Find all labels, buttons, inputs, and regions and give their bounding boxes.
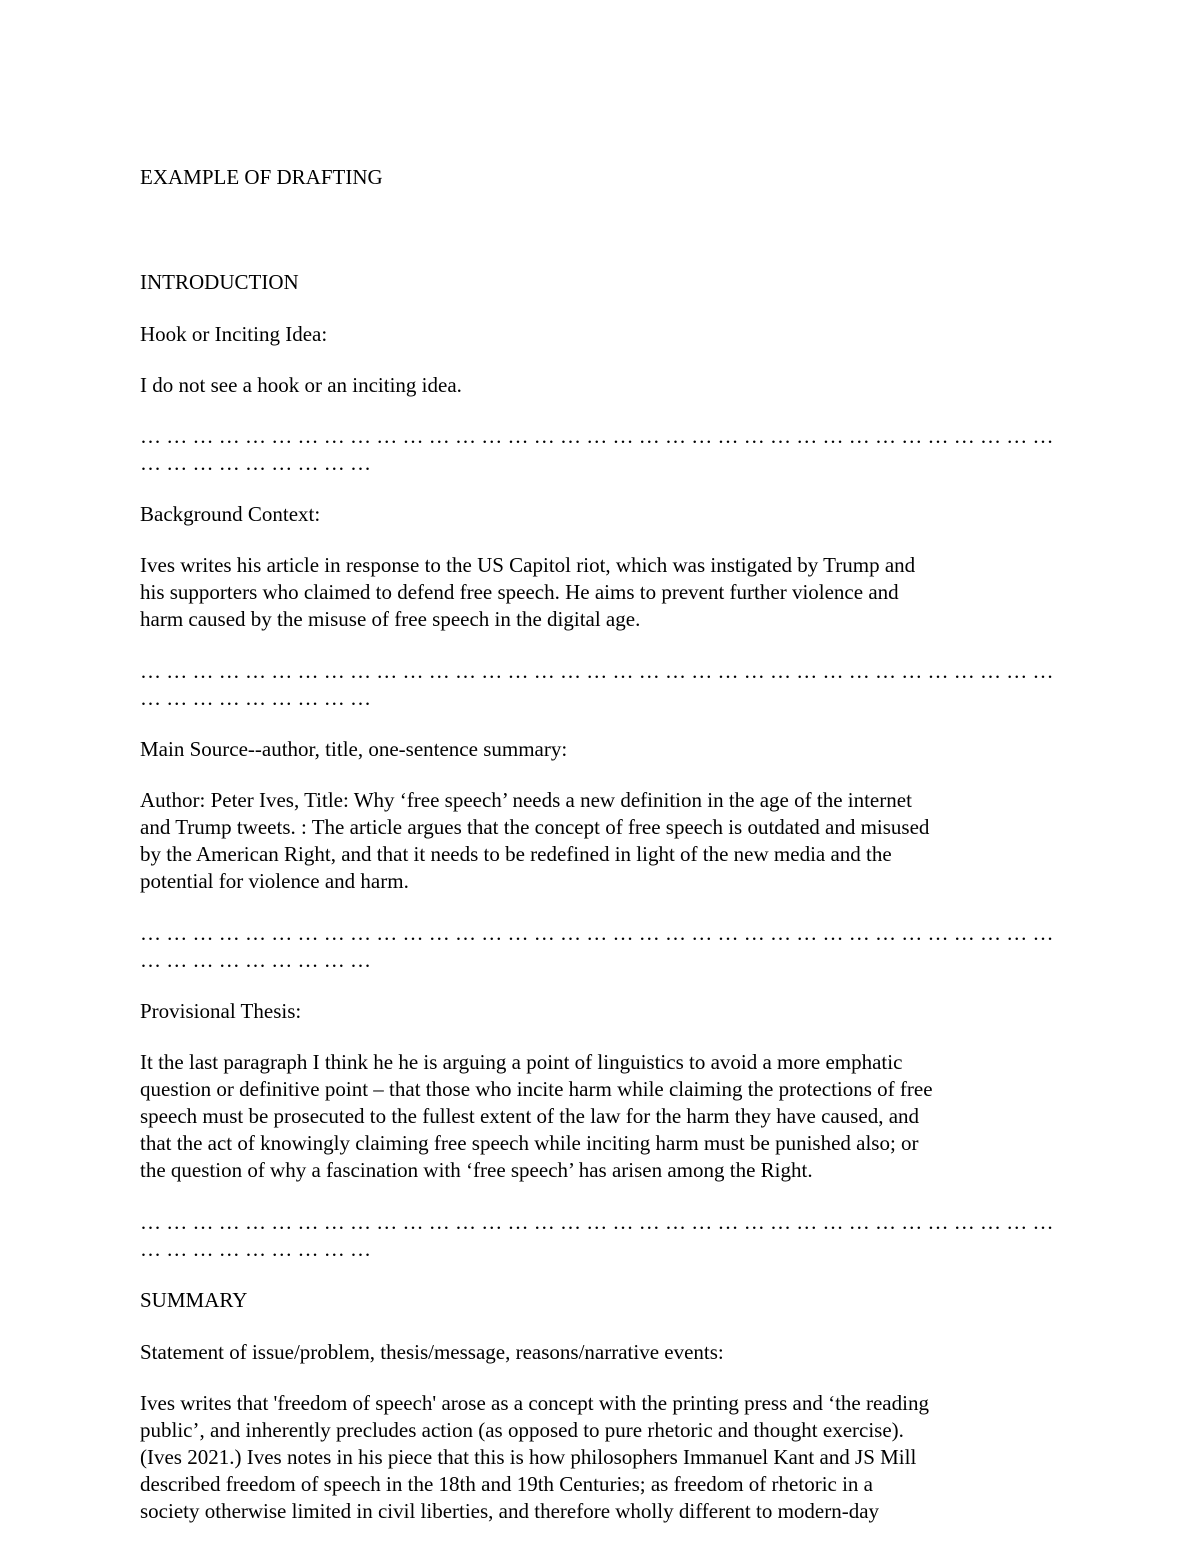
main-source-label: Main Source--author, title, one-sentence summary: — [140, 737, 568, 761]
background-label: Background Context: — [140, 502, 321, 526]
document-title: EXAMPLE OF DRAFTING — [140, 165, 383, 189]
provisional-thesis-label: Provisional Thesis: — [140, 999, 302, 1023]
hook-text: I do not see a hook or an inciting idea. — [140, 373, 462, 397]
section-heading-introduction: INTRODUCTION — [140, 270, 299, 294]
background-text: Ives writes his article in response to the US Capitol riot, which was instigated by Trump and his supporters who claimed to defend free speech. He aims to prevent further violence and harm caused by the misuse of free speech in the digital age. — [140, 553, 916, 631]
provisional-thesis-text: It the last paragraph I think he he is arguing a point of linguistics to avoid a more emphatic question or definitive point – that those who incite harm while claiming the protections of free speech must be prosecuted to the fullest extent of the law for the harm they have caused, and that the act of knowingly claiming free speech while inciting harm must be punished also; or the question of why a fascination with ‘free speech’ has arisen among the Right. — [140, 1050, 933, 1182]
document-body — [140, 164, 1070, 1550]
separator-dots: … … … … … … … … … … … … … … … … … … … … … … … … … … … … … … … … … … … … … … … … … … … … — [140, 921, 1054, 972]
summary-statement-text: Ives writes that 'freedom of speech' arose as a concept with the printing press and ‘the reading public’, and inherently precludes action (as opposed to pure rhetoric and thought exercise). (Ives 2021.) Ives notes in his piece that this is how philosophers Immanuel Kant and JS Mill described freedom of speech in the 18th and 19th Centuries; as freedom of rhetoric in a society otherwise limited in civil liberties, and therefore wholly different to modern-day — [140, 1391, 929, 1523]
summary-statement-label: Statement of issue/problem, thesis/message, reasons/narrative events: — [140, 1340, 724, 1364]
separator-dots: … … … … … … … … … … … … … … … … … … … … … … … … … … … … … … … … … … … … … … … … … … … … — [140, 659, 1054, 710]
separator-dots: … … … … … … … … … … … … … … … … … … … … … … … … … … … … … … … … … … … … … … … … … … … … — [140, 1210, 1054, 1261]
main-source-text: Author: Peter Ives, Title: Why ‘free speech’ needs a new definition in the age of the internet and Trump tweets. : The article argues that the concept of free speech is outdated and misused by the American Right, and that it needs to be redefined in light of the new media and the potential for violence and harm. — [140, 788, 930, 893]
section-heading-summary: SUMMARY — [140, 1288, 248, 1312]
separator-dots: … … … … … … … … … … … … … … … … … … … … … … … … … … … … … … … … … … … … … … … … … … … … — [140, 424, 1054, 475]
hook-label: Hook or Inciting Idea: — [140, 322, 328, 346]
